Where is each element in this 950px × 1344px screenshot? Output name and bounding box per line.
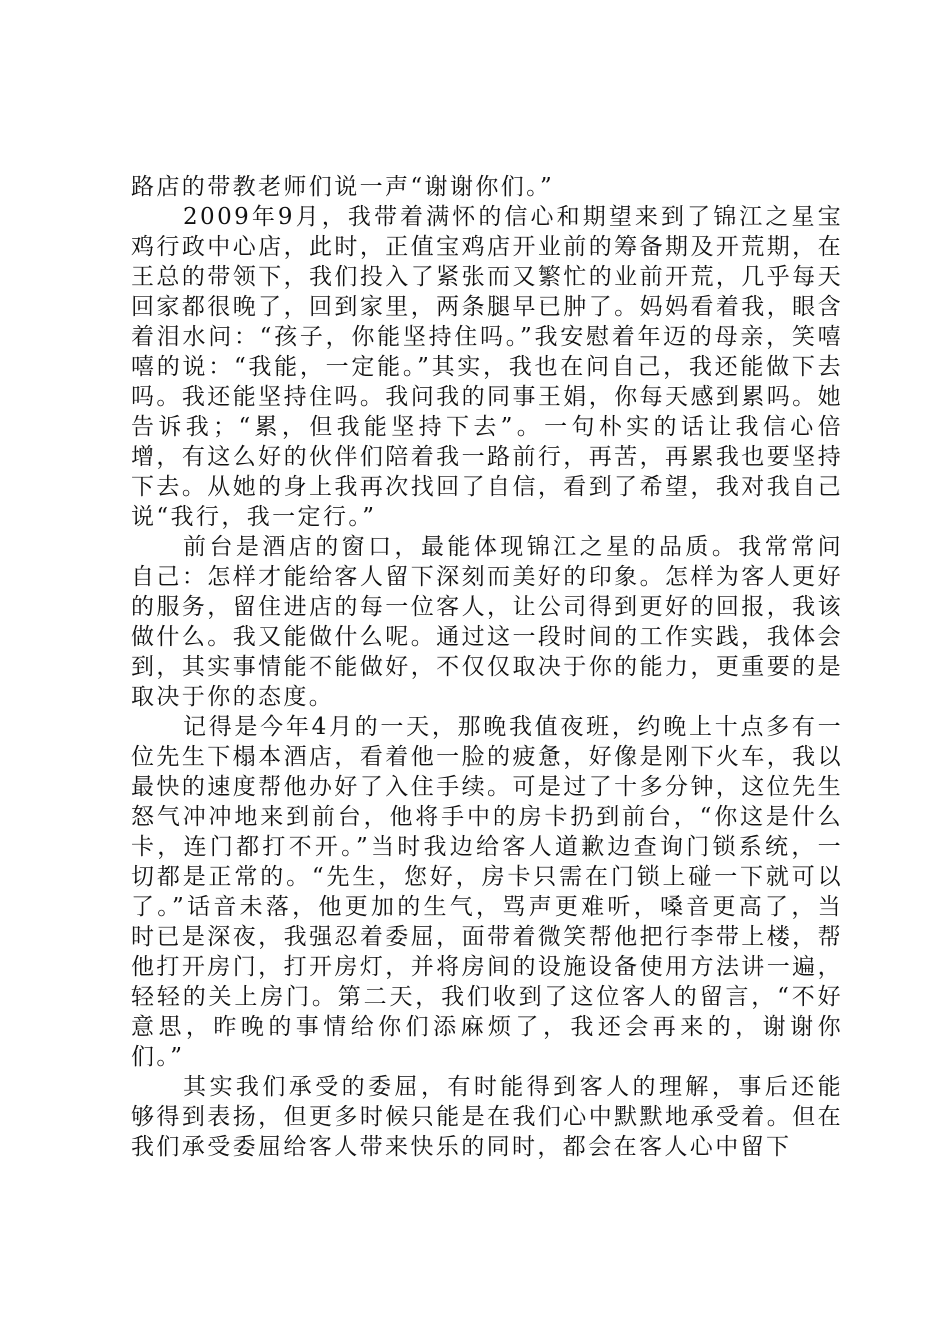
paragraph-2: 2009年9月，我带着满怀的信心和期望来到了锦江之星宝鸡行政中心店，此时，正值宝鸡店开业前的筹备期及开荒期，在王总的带领下，我们投入了紧张而又繁忙的业前开荒，几乎每天回家都很晚了，回到家里，两条腿早已肿了。妈妈看着我，眼含着泪水问：“孩子，你能坚持住吗。”我安慰着年迈的母亲，笑嘻嘻的说：“我能，一定能。”其实，我也在问自己，我还能做下去吗。我还能坚持住吗。我问我的同事王娟，你每天感到累吗。她告诉我；“累，但我能坚持下去”。一句朴实的话让我信心倍增，有这么好的伙伴们陪着我一路前行，再苦，再累我也要坚持下去。从她的身上我再次找回了自信，看到了希望，我对我自己说“我行，我一定行。”	[131, 204, 843, 530]
paragraph-1: 路店的带教老师们说一声“谢谢你们。”	[131, 174, 555, 200]
document-body	[131, 172, 843, 1162]
paragraph-3: 前台是酒店的窗口，最能体现锦江之星的品质。我常常问自己：怎样才能给客人留下深刻而美好的印象。怎样为客人更好的服务，留住进店的每一位客人，让公司得到更好的回报，我该做什么。我又能做什么呢。通过这一段时间的工作实践，我体会到，其实事情能不能做好，不仅仅取决于你的能力，更重要的是取决于你的态度。	[131, 534, 843, 710]
paragraph-5: 其实我们承受的委屈，有时能得到客人的理解，事后还能够得到表扬，但更多时候只能是在我们心中默默地承受着。但在我们承受委屈给客人带来快乐的同时，都会在客人心中留下	[131, 1074, 843, 1160]
paragraph-4: 记得是今年4月的一天，那晚我值夜班，约晚上十点多有一位先生下榻本酒店，看着他一脸的疲惫，好像是刚下火车，我以最快的速度帮他办好了入住手续。可是过了十多分钟，这位先生怒气冲冲地来到前台，他将手中的房卡扔到前台，“你这是什么卡，连门都打不开。”当时我边给客人道歉边查询门锁系统，一切都是正常的。“先生，您好，房卡只需在门锁上碰一下就可以了。”话音未落，他更加的生气，骂声更难听，嗓音更高了，当时已是深夜，我强忍着委屈，面带着微笑帮他把行李带上楼，帮他打开房门，打开房灯，并将房间的设施设备使用方法讲一遍，轻轻的关上房门。第二天，我们收到了这位客人的留言，“不好意思，昨晚的事情给你们添麻烦了，我还会再来的，谢谢你们。”	[131, 714, 843, 1070]
